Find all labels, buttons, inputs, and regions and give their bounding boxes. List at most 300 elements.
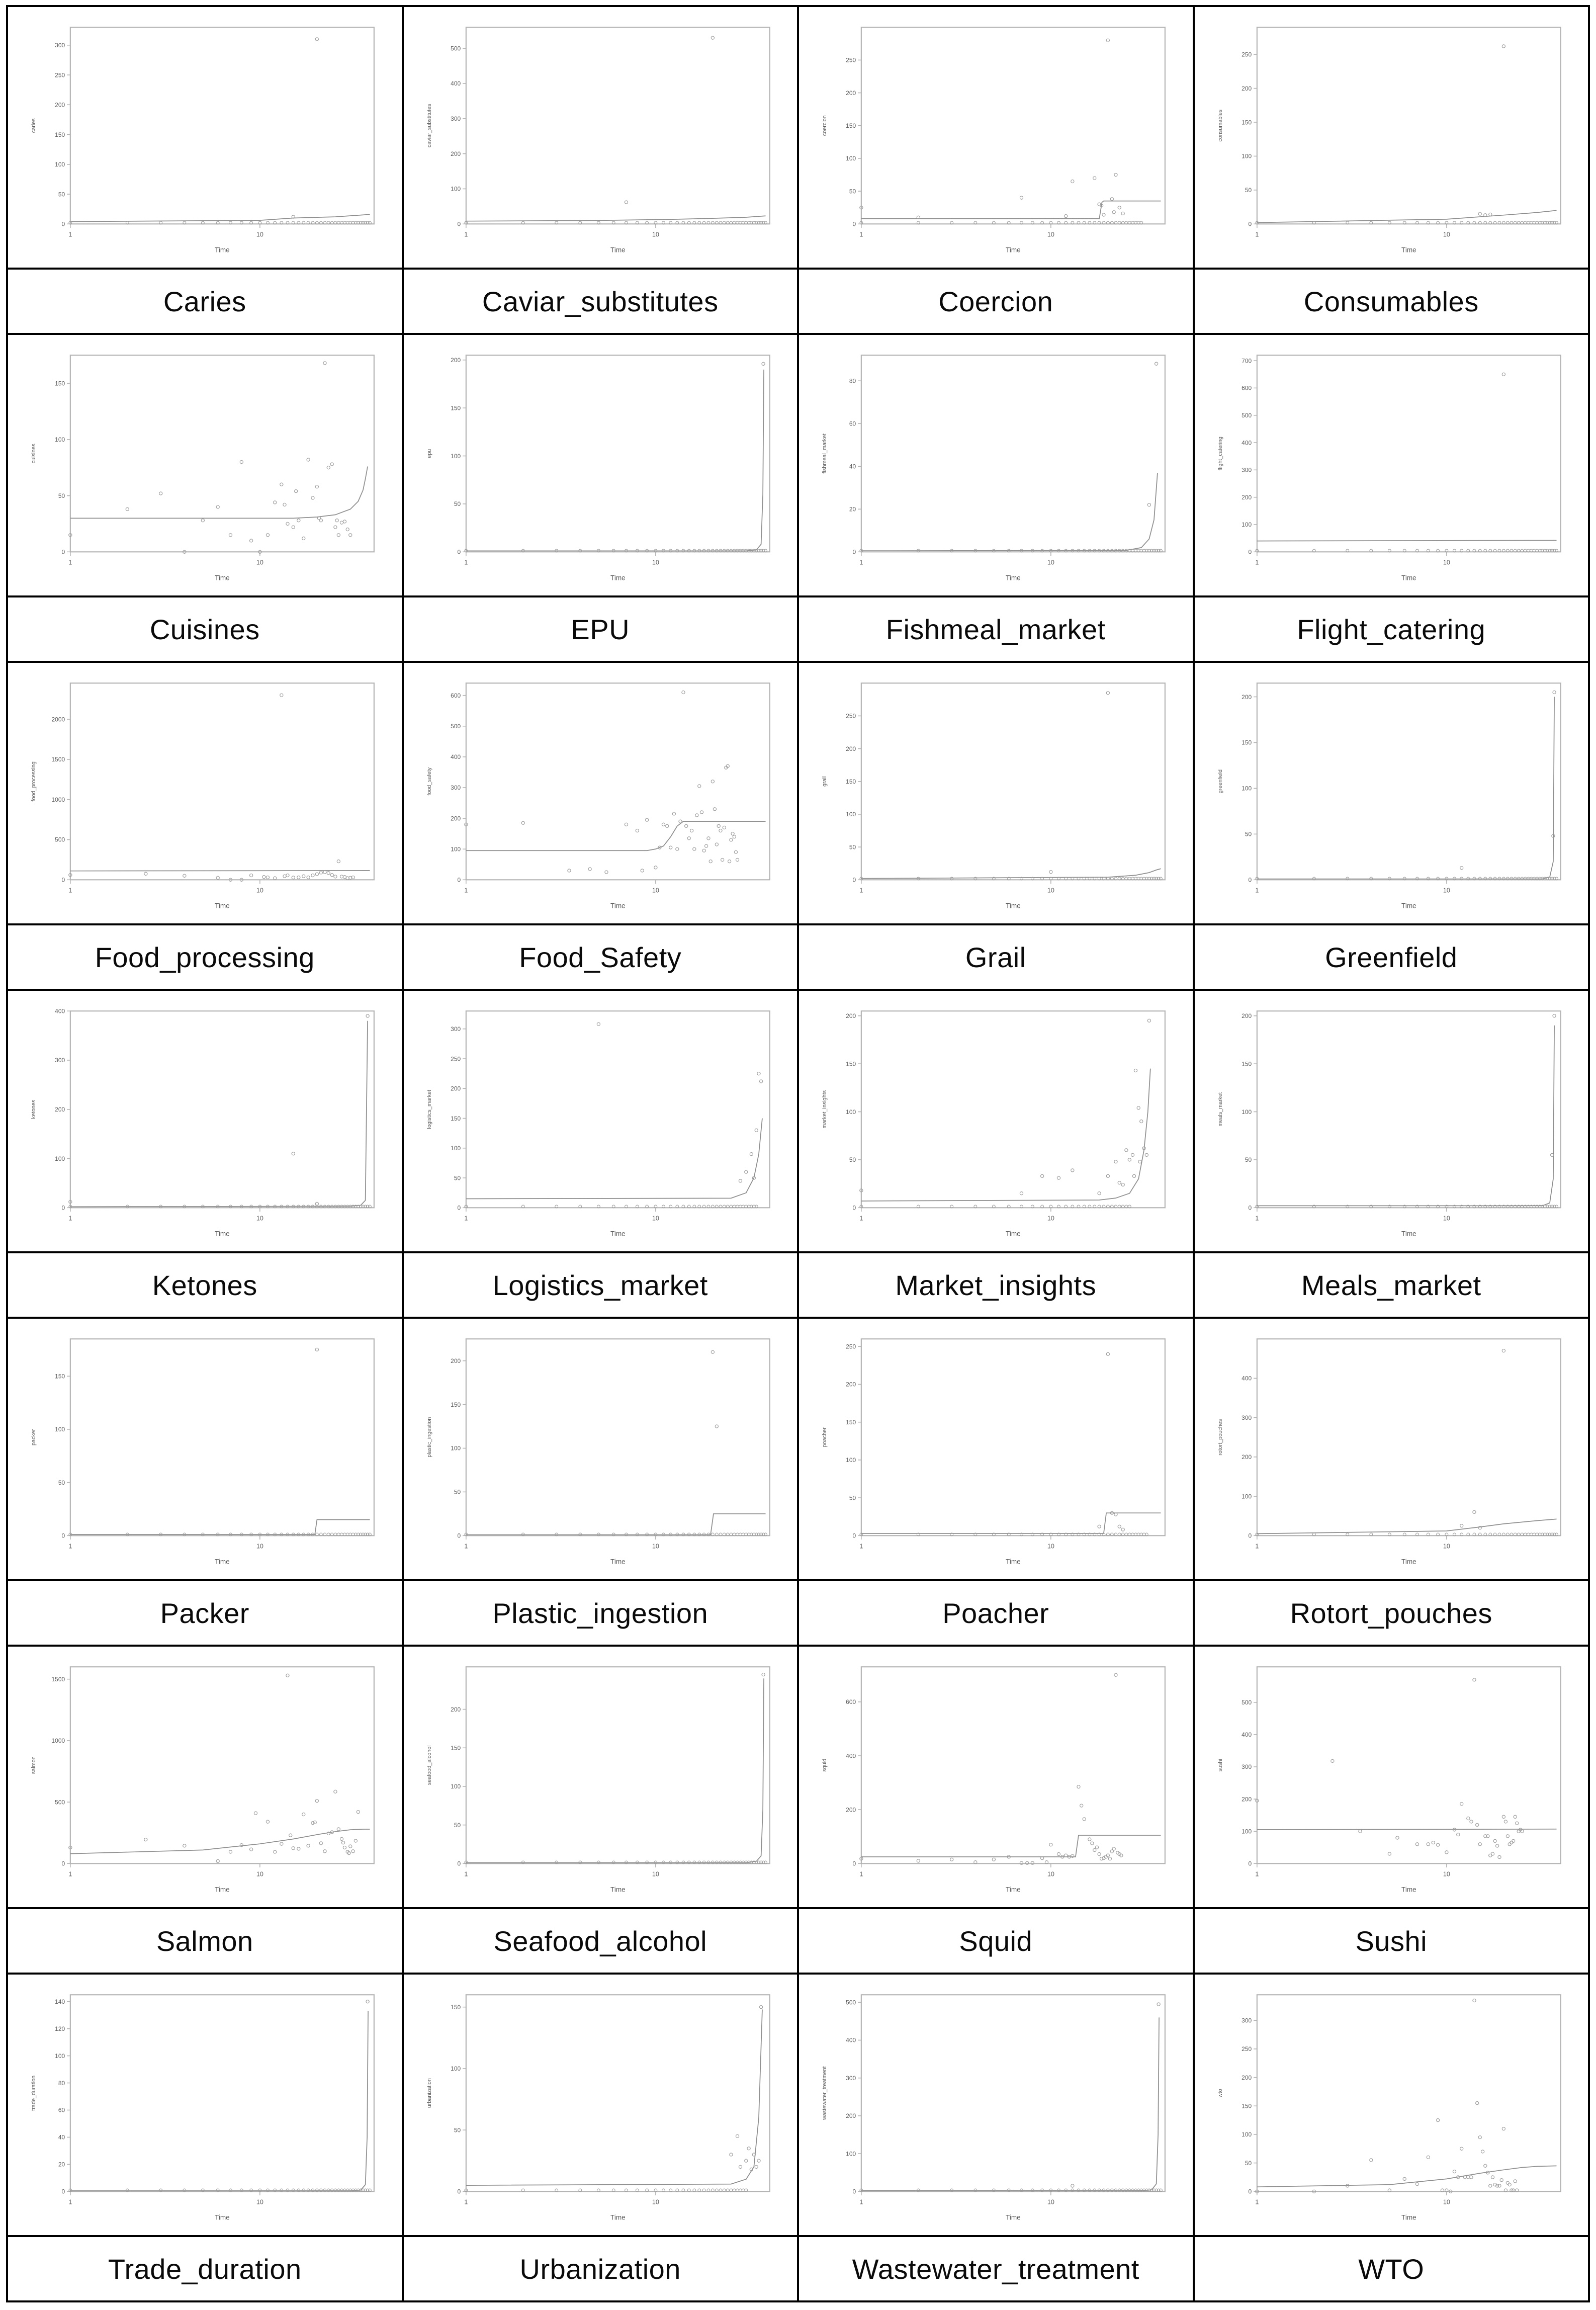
chart-table xyxy=(6,5,1590,2302)
svg-text:Time: Time xyxy=(215,574,230,582)
svg-text:1: 1 xyxy=(1255,887,1259,894)
svg-text:food_safety: food_safety xyxy=(426,767,432,796)
svg-text:Time: Time xyxy=(1006,1558,1021,1566)
svg-text:10: 10 xyxy=(1047,559,1055,566)
svg-text:wastewater_treatment: wastewater_treatment xyxy=(822,2066,828,2120)
chart-label: Flight_catering xyxy=(1297,613,1486,645)
svg-text:500: 500 xyxy=(55,1799,65,1806)
svg-text:caviar_substitutes: caviar_substitutes xyxy=(426,104,432,148)
svg-text:10: 10 xyxy=(1047,1870,1055,1878)
svg-text:10: 10 xyxy=(1047,887,1055,894)
svg-text:600: 600 xyxy=(1241,384,1252,392)
svg-text:epu: epu xyxy=(426,449,432,458)
svg-text:100: 100 xyxy=(1241,1828,1252,1835)
svg-text:greenfield: greenfield xyxy=(1217,769,1223,794)
svg-text:0: 0 xyxy=(61,2188,65,2195)
svg-text:200: 200 xyxy=(1241,493,1252,501)
chart-label-cell xyxy=(8,597,404,663)
chart-label-cell xyxy=(404,2237,800,2302)
svg-text:150: 150 xyxy=(450,1401,461,1408)
svg-text:300: 300 xyxy=(846,2074,856,2082)
scatter-plot-food_processing xyxy=(22,671,387,915)
svg-text:1: 1 xyxy=(1255,1543,1259,1550)
svg-text:200: 200 xyxy=(1241,1453,1252,1461)
svg-text:50: 50 xyxy=(1245,1156,1252,1164)
svg-text:100: 100 xyxy=(1241,785,1252,792)
svg-text:700: 700 xyxy=(1241,357,1252,365)
svg-text:150: 150 xyxy=(55,131,65,138)
svg-text:0: 0 xyxy=(852,1532,856,1539)
chart-label-cell xyxy=(1195,1581,1590,1647)
chart-label: Food_processing xyxy=(95,941,315,973)
svg-text:200: 200 xyxy=(450,1705,461,1713)
svg-text:Time: Time xyxy=(1006,902,1021,910)
svg-text:cuisines: cuisines xyxy=(31,444,37,464)
svg-text:meals_market: meals_market xyxy=(1217,1092,1223,1127)
chart-label: Grail xyxy=(965,941,1026,973)
svg-text:Time: Time xyxy=(1401,1558,1416,1566)
svg-text:100: 100 xyxy=(846,1457,856,1464)
svg-text:0: 0 xyxy=(1248,2188,1252,2195)
svg-text:0: 0 xyxy=(457,1860,461,1867)
svg-text:100: 100 xyxy=(55,1426,65,1433)
svg-text:50: 50 xyxy=(849,188,856,195)
svg-text:Time: Time xyxy=(610,246,626,254)
chart-label: Poacher xyxy=(942,1597,1049,1629)
svg-text:10: 10 xyxy=(1047,2198,1055,2206)
svg-text:10: 10 xyxy=(256,231,264,238)
svg-text:80: 80 xyxy=(58,2079,65,2087)
svg-text:600: 600 xyxy=(450,692,461,699)
scatter-plot-trade_duration xyxy=(22,1983,387,2227)
svg-text:400: 400 xyxy=(1241,1375,1252,1382)
scatter-plot-packer xyxy=(22,1327,387,1571)
svg-text:150: 150 xyxy=(450,1115,461,1122)
svg-text:Time: Time xyxy=(215,1886,230,1894)
svg-text:packer: packer xyxy=(31,1429,37,1446)
svg-text:200: 200 xyxy=(55,1106,65,1114)
svg-text:100: 100 xyxy=(846,155,856,162)
chart-cell-epu xyxy=(404,335,800,597)
svg-text:50: 50 xyxy=(58,1479,65,1486)
svg-text:0: 0 xyxy=(852,876,856,884)
chart-cell-urbanization xyxy=(404,1975,800,2237)
svg-text:400: 400 xyxy=(450,80,461,88)
svg-text:0: 0 xyxy=(457,220,461,228)
svg-text:150: 150 xyxy=(55,1373,65,1380)
svg-text:flight_catering: flight_catering xyxy=(1217,437,1223,471)
svg-text:60: 60 xyxy=(849,420,856,427)
scatter-plot-food_safety xyxy=(418,671,783,915)
svg-text:1000: 1000 xyxy=(51,1737,65,1745)
svg-text:seafood_alcohol: seafood_alcohol xyxy=(426,1745,432,1785)
chart-cell-sushi xyxy=(1195,1647,1590,1909)
svg-text:150: 150 xyxy=(450,1744,461,1752)
chart-cell-rotort_pouches xyxy=(1195,1319,1590,1581)
svg-text:200: 200 xyxy=(1241,693,1252,701)
chart-label-cell xyxy=(799,270,1195,335)
chart-label: Ketones xyxy=(152,1269,257,1301)
svg-text:Time: Time xyxy=(1401,2213,1416,2221)
svg-text:sushi: sushi xyxy=(1217,1759,1223,1772)
chart-label-cell xyxy=(799,597,1195,663)
chart-label-cell xyxy=(799,1581,1195,1647)
svg-text:Time: Time xyxy=(1006,574,1021,582)
svg-text:60: 60 xyxy=(58,2106,65,2114)
chart-label: Market_insights xyxy=(895,1269,1097,1301)
svg-text:10: 10 xyxy=(256,1870,264,1878)
svg-text:50: 50 xyxy=(1245,830,1252,838)
svg-text:1: 1 xyxy=(1255,1215,1259,1222)
svg-text:Time: Time xyxy=(1006,246,1021,254)
chart-label-cell xyxy=(799,1909,1195,1975)
svg-text:Time: Time xyxy=(1401,574,1416,582)
svg-text:0: 0 xyxy=(1248,548,1252,556)
svg-text:300: 300 xyxy=(450,115,461,123)
svg-text:200: 200 xyxy=(1241,1012,1252,1020)
svg-text:50: 50 xyxy=(1245,2159,1252,2167)
svg-text:200: 200 xyxy=(1241,2074,1252,2081)
chart-cell-wastewater_treatment xyxy=(799,1975,1195,2237)
svg-text:50: 50 xyxy=(849,843,856,851)
svg-text:0: 0 xyxy=(852,220,856,228)
svg-text:10: 10 xyxy=(1047,231,1055,238)
svg-text:200: 200 xyxy=(450,1085,461,1092)
scatter-plot-rotort_pouches xyxy=(1209,1327,1574,1571)
svg-text:1: 1 xyxy=(859,887,863,894)
scatter-plot-salmon xyxy=(22,1655,387,1899)
svg-text:150: 150 xyxy=(846,1418,856,1426)
svg-text:200: 200 xyxy=(1241,1795,1252,1803)
svg-text:200: 200 xyxy=(846,1012,856,1020)
svg-text:250: 250 xyxy=(55,71,65,79)
chart-label-cell xyxy=(799,925,1195,991)
svg-text:100: 100 xyxy=(450,845,461,853)
chart-label: Caviar_substitutes xyxy=(482,285,719,317)
svg-text:1: 1 xyxy=(68,1215,72,1222)
svg-text:Time: Time xyxy=(610,902,626,910)
svg-text:50: 50 xyxy=(454,500,461,508)
svg-text:1: 1 xyxy=(464,887,468,894)
scatter-plot-market_insights xyxy=(813,999,1178,1243)
chart-cell-market_insights xyxy=(799,991,1195,1253)
svg-text:500: 500 xyxy=(450,45,461,52)
chart-cell-cuisines xyxy=(8,335,404,597)
chart-label: WTO xyxy=(1358,2253,1425,2285)
svg-text:Time: Time xyxy=(610,574,626,582)
svg-text:100: 100 xyxy=(450,1145,461,1152)
scatter-plot-logistics_market xyxy=(418,999,783,1243)
chart-label: Packer xyxy=(160,1597,249,1629)
svg-text:500: 500 xyxy=(55,836,65,843)
chart-label: Meals_market xyxy=(1301,1269,1481,1301)
chart-label-cell xyxy=(8,925,404,991)
svg-text:0: 0 xyxy=(457,1204,461,1212)
chart-label: Seafood_alcohol xyxy=(493,1925,707,1957)
svg-text:1: 1 xyxy=(1255,559,1259,566)
chart-cell-flight_catering xyxy=(1195,335,1590,597)
svg-text:1: 1 xyxy=(859,1543,863,1550)
chart-cell-caries xyxy=(8,7,404,270)
svg-text:50: 50 xyxy=(454,1821,461,1829)
svg-text:Time: Time xyxy=(1401,902,1416,910)
chart-cell-fishmeal_market xyxy=(799,335,1195,597)
chart-label-cell xyxy=(404,1253,800,1319)
svg-text:grail: grail xyxy=(822,776,828,787)
svg-text:200: 200 xyxy=(450,1357,461,1364)
svg-text:250: 250 xyxy=(1241,51,1252,58)
svg-text:1: 1 xyxy=(464,231,468,238)
svg-text:1: 1 xyxy=(859,2198,863,2206)
svg-text:10: 10 xyxy=(652,2198,659,2206)
svg-text:1: 1 xyxy=(68,559,72,566)
chart-cell-consumables xyxy=(1195,7,1590,270)
svg-text:plastic_ingestion: plastic_ingestion xyxy=(426,1417,432,1458)
svg-text:ketones: ketones xyxy=(31,1099,37,1119)
svg-text:0: 0 xyxy=(61,876,65,884)
svg-text:200: 200 xyxy=(450,815,461,822)
svg-text:100: 100 xyxy=(55,2052,65,2060)
svg-text:400: 400 xyxy=(1241,1731,1252,1739)
scatter-plot-epu xyxy=(418,344,783,587)
scatter-plot-meals_market xyxy=(1209,999,1574,1243)
svg-text:150: 150 xyxy=(1241,2102,1252,2110)
svg-text:50: 50 xyxy=(58,492,65,499)
svg-text:200: 200 xyxy=(450,357,461,364)
svg-text:squid: squid xyxy=(822,1758,828,1772)
svg-text:200: 200 xyxy=(846,1381,856,1388)
chart-label: Salmon xyxy=(156,1925,253,1957)
chart-label-cell xyxy=(8,1581,404,1647)
svg-text:0: 0 xyxy=(852,1204,856,1212)
svg-text:1: 1 xyxy=(1255,1870,1259,1878)
svg-text:0: 0 xyxy=(852,548,856,556)
svg-text:10: 10 xyxy=(1047,1543,1055,1550)
svg-text:300: 300 xyxy=(55,42,65,49)
scatter-plot-poacher xyxy=(813,1327,1178,1571)
chart-label: Trade_duration xyxy=(108,2253,302,2285)
chart-label-cell xyxy=(1195,2237,1590,2302)
svg-text:1: 1 xyxy=(464,1870,468,1878)
svg-text:400: 400 xyxy=(450,753,461,761)
chart-label-cell xyxy=(799,1253,1195,1319)
chart-label: Food_Safety xyxy=(519,941,682,973)
svg-text:10: 10 xyxy=(1443,2198,1450,2206)
svg-text:10: 10 xyxy=(1443,559,1450,566)
scatter-plot-fishmeal_market xyxy=(813,344,1178,587)
svg-text:300: 300 xyxy=(1241,1414,1252,1421)
scatter-plot-caries xyxy=(22,16,387,259)
svg-text:1: 1 xyxy=(464,1543,468,1550)
scatter-plot-greenfield xyxy=(1209,671,1574,915)
svg-text:consumables: consumables xyxy=(1217,109,1223,142)
chart-label-cell xyxy=(1195,1253,1590,1319)
chart-cell-salmon xyxy=(8,1647,404,1909)
svg-text:50: 50 xyxy=(58,191,65,198)
svg-text:1: 1 xyxy=(464,2198,468,2206)
svg-text:1: 1 xyxy=(68,2198,72,2206)
svg-text:0: 0 xyxy=(61,1860,65,1867)
svg-text:100: 100 xyxy=(1241,1108,1252,1116)
chart-cell-food_safety xyxy=(404,663,800,925)
chart-cell-trade_duration xyxy=(8,1975,404,2237)
svg-text:250: 250 xyxy=(846,56,856,64)
chart-label-cell xyxy=(1195,270,1590,335)
chart-label: Coercion xyxy=(938,285,1053,317)
svg-text:0: 0 xyxy=(852,1860,856,1867)
svg-text:40: 40 xyxy=(849,463,856,470)
svg-text:100: 100 xyxy=(450,452,461,460)
svg-text:100: 100 xyxy=(1241,2131,1252,2138)
svg-text:Time: Time xyxy=(215,2213,230,2221)
svg-text:0: 0 xyxy=(61,548,65,556)
svg-text:10: 10 xyxy=(1443,887,1450,894)
svg-text:150: 150 xyxy=(1241,739,1252,746)
svg-text:0: 0 xyxy=(852,2188,856,2195)
svg-text:0: 0 xyxy=(457,876,461,884)
chart-label-cell xyxy=(1195,597,1590,663)
svg-text:50: 50 xyxy=(454,2126,461,2134)
svg-text:1500: 1500 xyxy=(51,756,65,763)
svg-text:150: 150 xyxy=(1241,119,1252,126)
svg-text:10: 10 xyxy=(1047,1215,1055,1222)
chart-label: Plastic_ingestion xyxy=(492,1597,708,1629)
chart-label: Wastewater_treatment xyxy=(852,2253,1139,2285)
svg-text:150: 150 xyxy=(1241,1060,1252,1068)
svg-text:50: 50 xyxy=(849,1494,856,1502)
chart-label: EPU xyxy=(571,613,630,645)
chart-cell-food_processing xyxy=(8,663,404,925)
svg-text:300: 300 xyxy=(55,1057,65,1064)
chart-label: Consumables xyxy=(1303,285,1479,317)
chart-cell-logistics_market xyxy=(404,991,800,1253)
svg-text:50: 50 xyxy=(454,1174,461,1182)
svg-text:150: 150 xyxy=(450,404,461,412)
chart-label-cell xyxy=(404,597,800,663)
svg-text:10: 10 xyxy=(1443,1870,1450,1878)
svg-text:300: 300 xyxy=(1241,466,1252,474)
svg-text:10: 10 xyxy=(256,1543,264,1550)
svg-text:0: 0 xyxy=(1248,1532,1252,1539)
chart-label: Squid xyxy=(959,1925,1033,1957)
svg-text:20: 20 xyxy=(58,2161,65,2168)
svg-text:100: 100 xyxy=(1241,521,1252,529)
scatter-plot-ketones xyxy=(22,999,387,1243)
svg-text:1: 1 xyxy=(464,559,468,566)
svg-text:1: 1 xyxy=(859,1870,863,1878)
svg-text:500: 500 xyxy=(450,723,461,730)
chart-cell-seafood_alcohol xyxy=(404,1647,800,1909)
svg-text:1: 1 xyxy=(1255,231,1259,238)
svg-text:50: 50 xyxy=(454,1488,461,1496)
svg-text:10: 10 xyxy=(652,559,659,566)
scatter-plot-coercion xyxy=(813,16,1178,259)
svg-text:10: 10 xyxy=(652,1215,659,1222)
svg-text:100: 100 xyxy=(450,1783,461,1790)
svg-text:urbanization: urbanization xyxy=(426,2078,432,2108)
svg-text:trade_duration: trade_duration xyxy=(31,2075,37,2111)
svg-text:140: 140 xyxy=(55,1998,65,2005)
svg-text:10: 10 xyxy=(256,559,264,566)
chart-label-cell xyxy=(404,1581,800,1647)
svg-text:200: 200 xyxy=(846,2112,856,2120)
svg-text:Time: Time xyxy=(215,246,230,254)
chart-cell-packer xyxy=(8,1319,404,1581)
chart-cell-plastic_ingestion xyxy=(404,1319,800,1581)
chart-cell-squid xyxy=(799,1647,1195,1909)
scatter-plot-squid xyxy=(813,1655,1178,1899)
svg-text:120: 120 xyxy=(55,2025,65,2032)
scatter-plot-plastic_ingestion xyxy=(418,1327,783,1571)
svg-text:salmon: salmon xyxy=(31,1756,37,1774)
svg-text:10: 10 xyxy=(652,1543,659,1550)
svg-text:0: 0 xyxy=(457,548,461,556)
svg-text:600: 600 xyxy=(846,1698,856,1706)
svg-text:1: 1 xyxy=(68,1543,72,1550)
svg-text:1: 1 xyxy=(68,231,72,238)
svg-text:200: 200 xyxy=(846,1806,856,1814)
svg-text:150: 150 xyxy=(846,122,856,130)
svg-text:100: 100 xyxy=(846,811,856,818)
svg-text:400: 400 xyxy=(1241,439,1252,447)
svg-text:1500: 1500 xyxy=(51,1675,65,1683)
svg-text:500: 500 xyxy=(1241,1699,1252,1706)
chart-cell-meals_market xyxy=(1195,991,1590,1253)
svg-text:10: 10 xyxy=(256,2198,264,2206)
svg-text:10: 10 xyxy=(652,231,659,238)
scatter-plot-sushi xyxy=(1209,1655,1574,1899)
svg-text:400: 400 xyxy=(846,2036,856,2044)
svg-text:300: 300 xyxy=(1241,1763,1252,1771)
svg-text:50: 50 xyxy=(1245,187,1252,194)
svg-text:200: 200 xyxy=(846,745,856,752)
svg-text:Time: Time xyxy=(215,1558,230,1566)
svg-text:10: 10 xyxy=(1443,1215,1450,1222)
svg-text:Time: Time xyxy=(1006,1230,1021,1238)
chart-label-cell xyxy=(8,2237,404,2302)
svg-text:0: 0 xyxy=(1248,876,1252,884)
chart-label-cell xyxy=(8,1909,404,1975)
chart-cell-wto xyxy=(1195,1975,1590,2237)
svg-text:300: 300 xyxy=(1241,2017,1252,2024)
svg-text:200: 200 xyxy=(450,150,461,157)
svg-text:caries: caries xyxy=(31,118,37,133)
svg-text:250: 250 xyxy=(846,712,856,720)
svg-text:1: 1 xyxy=(859,231,863,238)
svg-text:250: 250 xyxy=(1241,2045,1252,2053)
svg-text:150: 150 xyxy=(55,380,65,387)
svg-text:1: 1 xyxy=(68,887,72,894)
svg-text:200: 200 xyxy=(1241,84,1252,92)
chart-label: Fishmeal_market xyxy=(885,613,1106,645)
svg-text:food_processing: food_processing xyxy=(31,761,37,802)
scatter-plot-flight_catering xyxy=(1209,344,1574,587)
chart-label: Logistics_market xyxy=(492,1269,708,1301)
svg-text:250: 250 xyxy=(450,1055,461,1063)
svg-text:0: 0 xyxy=(1248,1204,1252,1212)
svg-text:Time: Time xyxy=(215,1230,230,1238)
chart-cell-coercion xyxy=(799,7,1195,270)
chart-label-cell xyxy=(404,925,800,991)
chart-label-cell xyxy=(404,1909,800,1975)
svg-text:80: 80 xyxy=(849,377,856,385)
chart-label: Greenfield xyxy=(1325,941,1458,973)
svg-text:0: 0 xyxy=(1248,1860,1252,1867)
chart-label: Sushi xyxy=(1355,1925,1428,1957)
svg-text:Time: Time xyxy=(1401,1886,1416,1894)
svg-text:150: 150 xyxy=(846,778,856,786)
svg-text:40: 40 xyxy=(58,2133,65,2141)
